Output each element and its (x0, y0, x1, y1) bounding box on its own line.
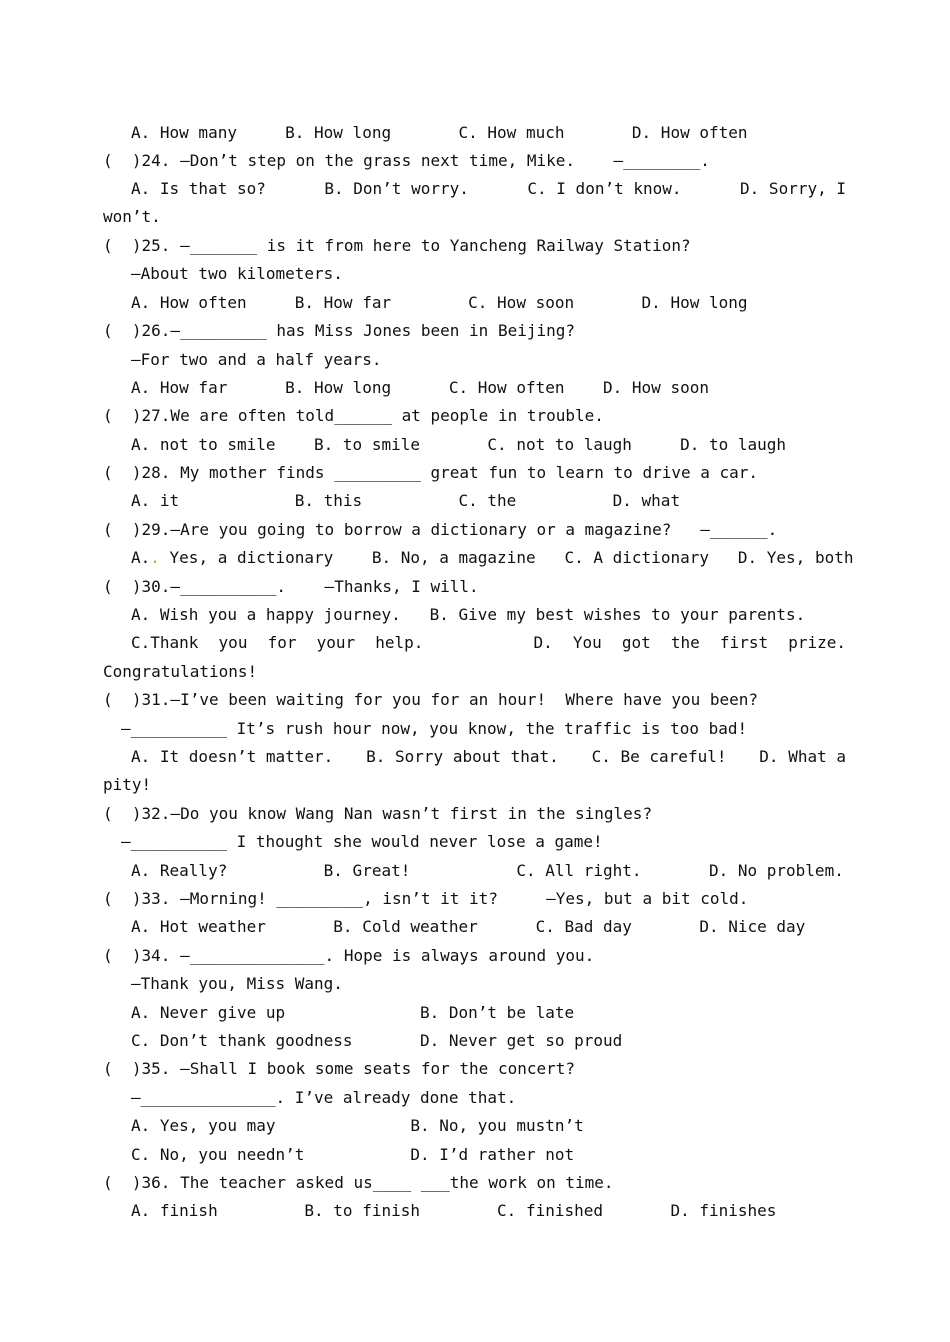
q24-options (131, 179, 846, 199)
q24-question: ( )24. —Don’t step on the grass next time, Mike. —________. (103, 151, 710, 170)
q35-options-cd: C. No, you needn’t D. I’d rather not (131, 1145, 575, 1164)
q24-option-a: A. Is that so? (131, 179, 266, 198)
q34-options-cd: C. Don’t thank goodness D. Never get so proud (131, 1031, 623, 1050)
q29-options: A.. Yes, a dictionary B. No, a magazine C. A dictionary D. Yes, both (131, 548, 854, 567)
q28-options: A. it B. this C. the D. what (131, 491, 681, 510)
q31-reply: —__________ It’s rush hour now, you know, the traffic is too bad! (121, 719, 748, 738)
q31-options: A. It doesn’t matter. B. Sorry about that. C. Be careful! D. What a (131, 747, 846, 766)
q24-option-b: B. Don’t worry. (324, 179, 469, 198)
q28-question: ( )28. My mother finds _________ great fun to learn to drive a car. (103, 463, 759, 482)
q36-options: A. finish B. to finish C. finished D. finishes (131, 1201, 777, 1220)
q30-question: ( )30.—__________. —Thanks, I will. (103, 577, 479, 596)
q36-question: ( )36. The teacher asked us____ ___the work on time. (103, 1173, 614, 1192)
q32-reply: —__________ I thought she would never lose a game! (121, 832, 603, 851)
q27-options: A. not to smile B. to smile C. not to laugh D. to laugh (131, 435, 787, 454)
q26-question: ( )26.—_________ has Miss Jones been in Beijing? (103, 321, 576, 340)
q24-options-continued: won’t. (103, 207, 161, 226)
q32-question: ( )32.—Do you know Wang Nan wasn’t first in the singles? (103, 804, 653, 823)
q35-reply: —______________. I’ve already done that. (131, 1088, 517, 1107)
q26-options: A. How far B. How long C. How often D. How soon (131, 378, 709, 397)
q31-options-continued: pity! (103, 775, 152, 794)
q33-options: A. Hot weather B. Cold weather C. Bad day D. Nice day (131, 917, 806, 936)
q23-options: A. How many B. How long C. How much D. How often (131, 123, 748, 142)
q25-question: ( )25. —_______ is it from here to Yancheng Railway Station? (103, 236, 691, 255)
q25-reply: —About two kilometers. (131, 264, 343, 283)
q34-question: ( )34. —______________. Hope is always around you. (103, 946, 595, 965)
q27-question: ( )27.We are often told______ at people in trouble. (103, 406, 604, 425)
q35-question: ( )35. —Shall I book some seats for the concert? (103, 1059, 576, 1078)
q34-options-ab: A. Never give up B. Don’t be late (131, 1003, 575, 1022)
q34-reply: —Thank you, Miss Wang. (131, 974, 343, 993)
q25-options: A. How often B. How far C. How soon D. How long (131, 293, 748, 312)
q30-options-cd: C.Thank you for your help. D. You got the first prize. (131, 633, 846, 652)
q24-option-d: D. Sorry, I (740, 179, 846, 198)
q26-reply: —For two and a half years. (131, 350, 382, 369)
q33-question: ( )33. —Morning! _________, isn’t it it? —Yes, but a bit cold. (103, 889, 749, 908)
q30-options-ab: A. Wish you a happy journey. B. Give my best wishes to your parents. (131, 605, 806, 624)
q32-options: A. Really? B. Great! C. All right. D. No problem. (131, 861, 844, 880)
q24-option-c: C. I don’t know. (527, 179, 682, 198)
q35-options-ab: A. Yes, you may B. No, you mustn’t (131, 1116, 584, 1135)
q30-options-continued: Congratulations! (103, 662, 258, 681)
q31-question: ( )31.—I’ve been waiting for you for an hour! Where have you been? (103, 690, 759, 709)
q29-question: ( )29.—Are you going to borrow a dictionary or a magazine? —______. (103, 520, 778, 539)
